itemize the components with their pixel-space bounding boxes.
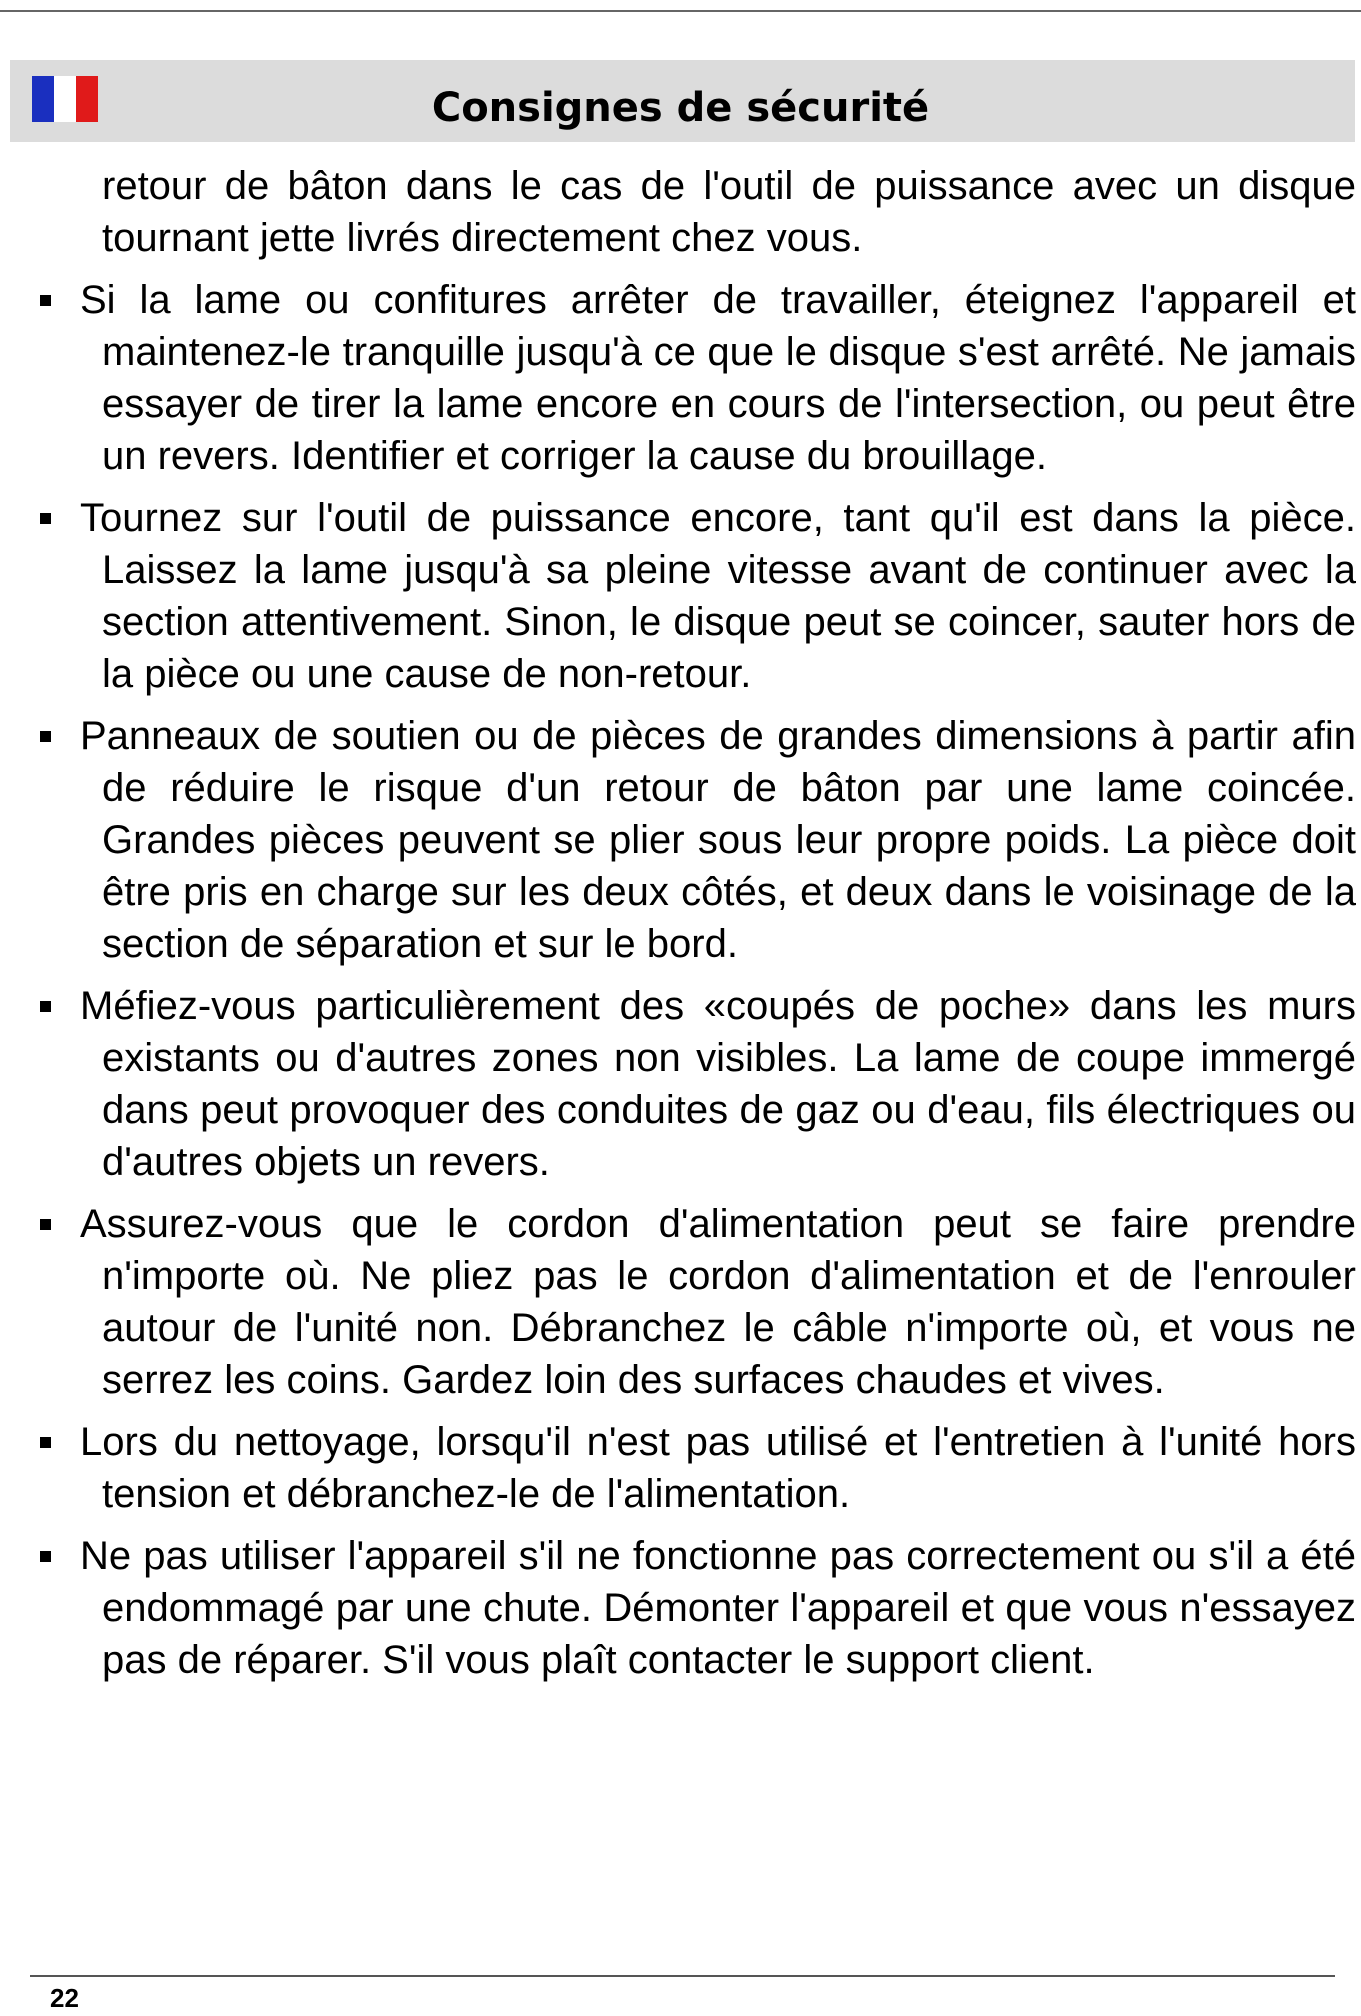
safety-instructions: [40, 160, 1356, 1686]
list-item: [40, 274, 1356, 482]
list-item: [40, 1198, 1356, 1406]
continued-paragraph: retour de bâton dans le cas de l'outil de puissance avec un disque tournant jette livrés directement chez vous.: [102, 164, 1356, 260]
list-item-text: Assurez-vous que le cordon d'alimentation peut se faire prendre n'importe où. Ne pliez pas le cordon d'alimentation et de l'enrouler autour de l'unité non. Débranchez le câble n'importe où, et vous ne serrez les coins. Gardez loin des surfaces chaudes et vives.: [80, 1202, 1356, 1402]
bullet-icon: [40, 513, 51, 524]
list-item: [40, 1416, 1356, 1520]
bullet-icon: [40, 1219, 51, 1230]
list-item: [40, 710, 1356, 970]
bullet-icon: [40, 1001, 51, 1012]
bullet-icon: [40, 295, 51, 306]
list-item-text: Lors du nettoyage, lorsqu'il n'est pas utilisé et l'entretien à l'unité hors tension et débranchez-le de l'alimentation.: [80, 1420, 1356, 1516]
bottom-divider: [30, 1975, 1335, 1977]
page-title: Consignes de sécurité: [431, 85, 930, 131]
list-item-text: Si la lame ou confitures arrêter de travailler, éteignez l'appareil et maintenez-le tranquille jusqu'à ce que le disque s'est arrêté. Ne jamais essayer de tirer la lame encore en cours de l'intersection, ou peut être un revers. Identifier et corriger la cause du brouillage.: [80, 278, 1356, 478]
top-divider: [0, 10, 1361, 12]
bullet-icon: [40, 1437, 51, 1448]
bullet-icon: [40, 731, 51, 742]
list-item-text: Méfiez-vous particulièrement des «coupés de poche» dans les murs existants ou d'autres zones non visibles. La lame de coupe immergé dans peut provoquer des conduites de gaz ou d'eau, fils électriques ou d'autres objets un revers.: [80, 984, 1356, 1184]
list-item-text: Tournez sur l'outil de puissance encore, tant qu'il est dans la pièce. Laissez la lame jusqu'à sa pleine vitesse avant de continuer avec la section attentivement. Sinon, le disque peut se coincer, sauter hors de la pièce ou une cause de non-retour.: [80, 496, 1356, 696]
list-item: [40, 980, 1356, 1188]
bullet-icon: [40, 1551, 51, 1562]
list-item: [40, 492, 1356, 700]
list-item-text: Ne pas utiliser l'appareil s'il ne fonctionne pas correctement ou s'il a été endommagé par une chute. Démonter l'appareil et que vous n'essayez pas de réparer. S'il vous plaît contacter le support client.: [80, 1534, 1356, 1682]
list-item: [40, 1530, 1356, 1686]
list-item-text: Panneaux de soutien ou de pièces de grandes dimensions à partir afin de réduire le risque d'un retour de bâton par une lame coincée. Grandes pièces peuvent se plier sous leur propre poids. La pièce doit être pris en charge sur les deux côtés, et deux dans le voisinage de la section de séparation et sur le bord.: [80, 714, 1356, 966]
page-number: 22: [50, 1983, 79, 2013]
